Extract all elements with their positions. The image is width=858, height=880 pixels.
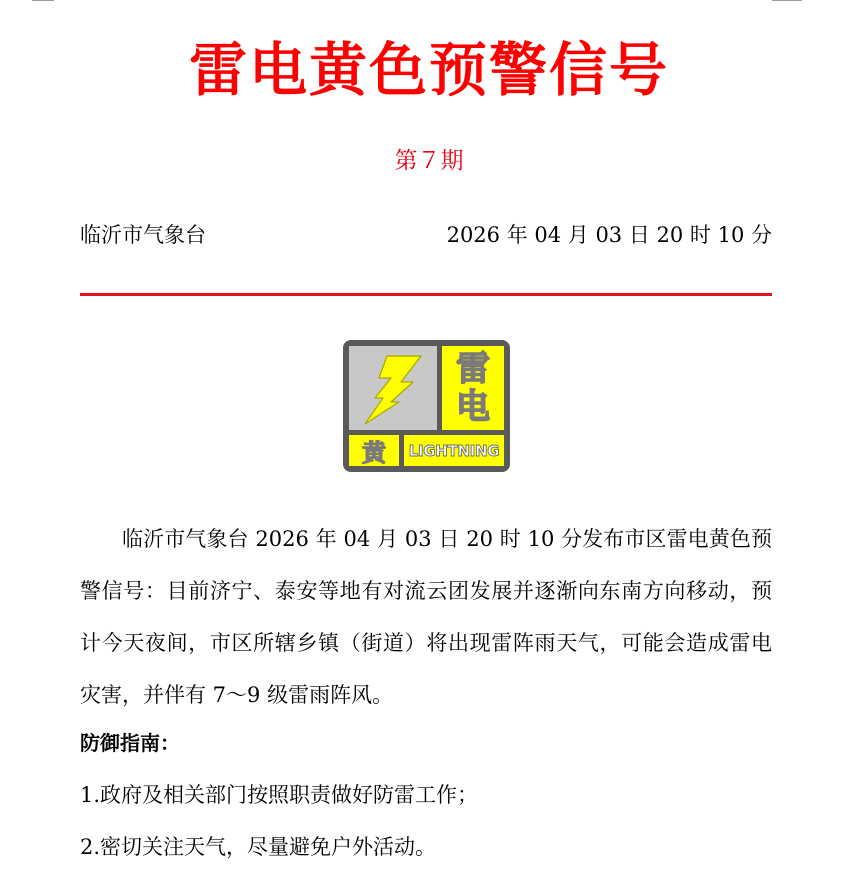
signal-char-top: 雷	[456, 349, 490, 389]
issued-time: 2026 年 04 月 03 日 20 时 10 分	[446, 223, 772, 247]
signal-level-char: 黄	[362, 439, 386, 467]
signal-char-bottom: 电	[456, 387, 490, 427]
signal-char-panel	[442, 346, 504, 430]
document-title: 雷电黄色预警信号	[188, 36, 669, 104]
signal-name-panel	[404, 435, 504, 466]
page-corner-mark-right	[772, 0, 802, 1]
lightning-bolt-icon	[361, 350, 425, 426]
guide-item: 2.密切关注天气，尽量避免户外活动。	[80, 835, 437, 859]
lightning-signal-icon	[343, 340, 510, 472]
red-divider	[80, 293, 772, 296]
issuer-name: 临沂市气象台	[80, 223, 206, 247]
signal-english-label: LIGHTNING	[408, 441, 500, 460]
guide-heading: 防御指南：	[80, 731, 180, 755]
warning-body: 临沂市气象台 2026 年 04 月 03 日 20 时 10 分发布市区雷电黄色预警信号：目前济宁、泰安等地有对流云团发展并逐渐向东南方向移动，预计今天夜间，市区所辖乡镇（街道）将出现雷阵雨天气，可能会造成雷电灾害，并伴有 7～9 级雷雨阵风。	[80, 527, 772, 707]
signal-level-panel	[349, 435, 399, 466]
guide-item: 1.政府及相关部门按照职责做好防雷工作；	[80, 783, 479, 807]
page-corner-mark-left	[32, 0, 54, 1]
issue-number: 第７期	[394, 148, 464, 174]
issuer-row	[80, 220, 772, 250]
